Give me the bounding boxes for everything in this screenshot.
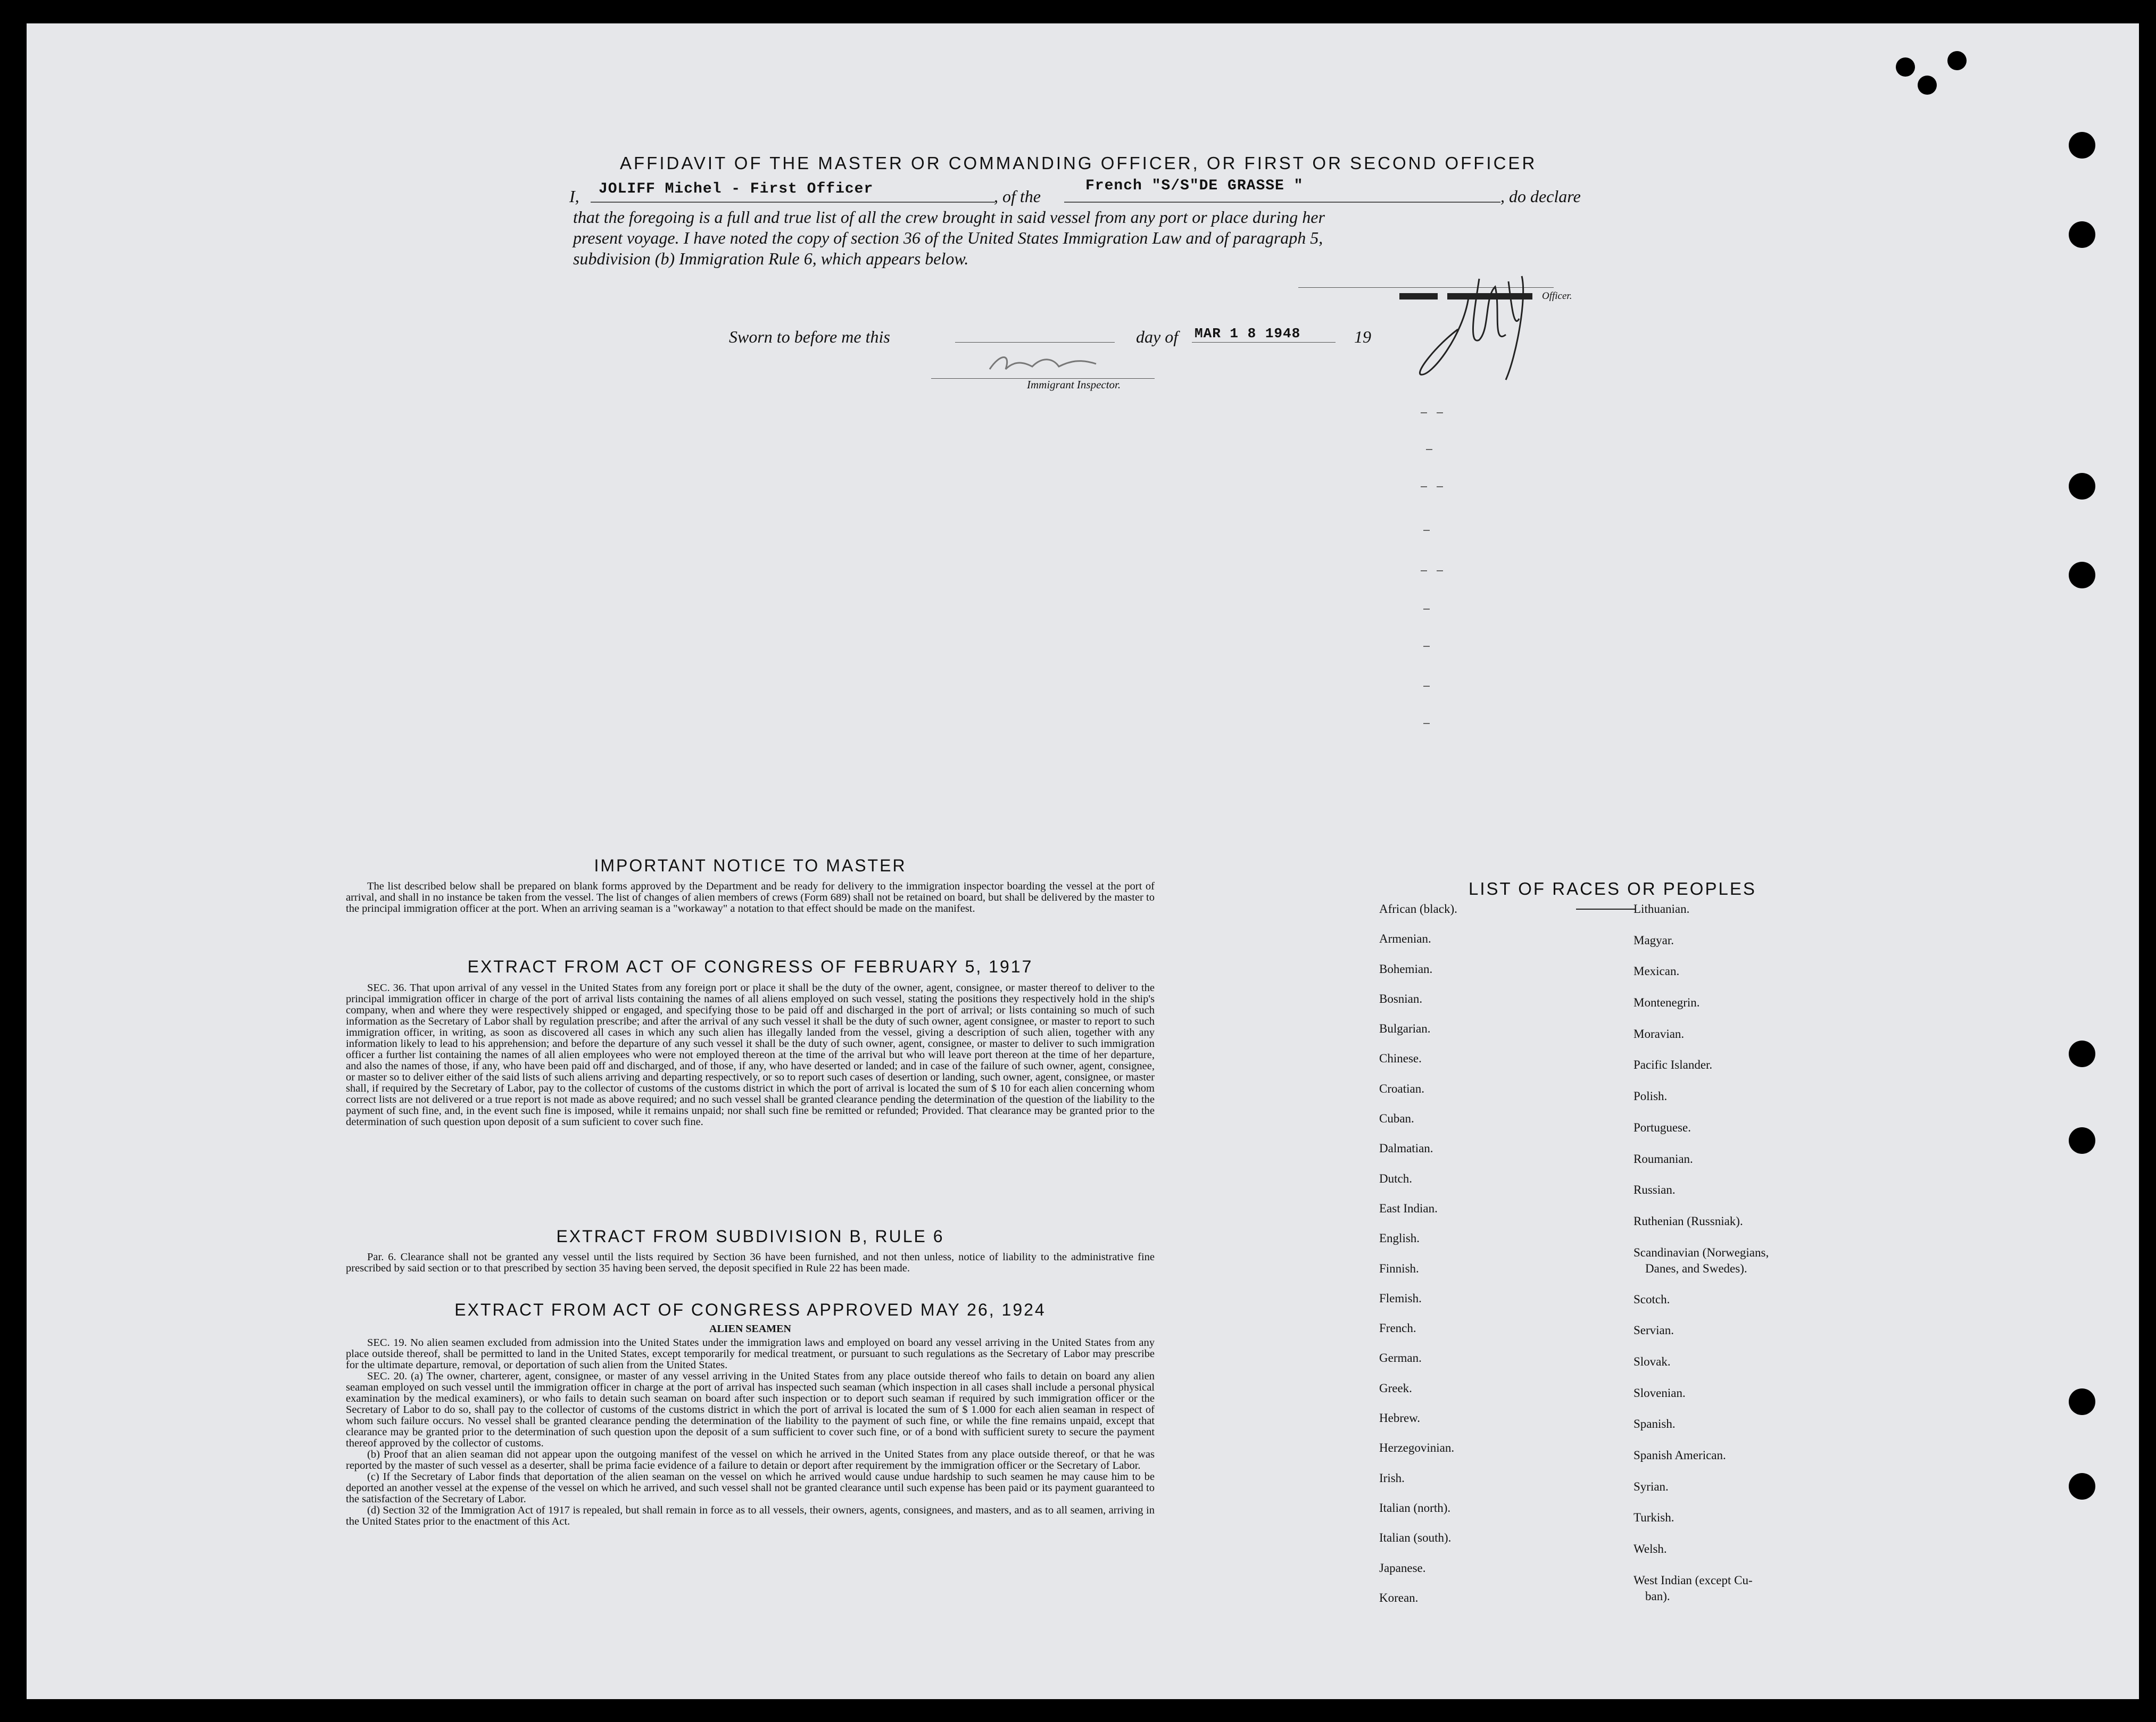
race-item: Dalmatian. xyxy=(1379,1142,1433,1155)
race-item: French. xyxy=(1379,1321,1416,1335)
race-item: West Indian (except Cu- xyxy=(1633,1573,1753,1587)
punch-hole xyxy=(2069,1473,2095,1500)
sec-19-paragraph: SEC. 19. No alien seamen excluded from admission into the United States under the immigration laws and employed on board any vessel arriving in the United States from any place outside thereof, shall be permitted to land in the United States, except temporarily for medical treatment, or pursuant to such regulations as the Secretary of Labor may prescribe for the ultimate departure, removal, or deportation of such alien from the United States. xyxy=(346,1337,1155,1371)
race-item: Welsh. xyxy=(1633,1542,1667,1556)
document-page xyxy=(27,23,2139,1699)
race-item: Cuban. xyxy=(1379,1112,1414,1126)
sec-20a-paragraph: SEC. 20. (a) The owner, charterer, agent, consignee, or master of any vessel arriving in the United States from any place outside thereof who fails to detain on board any alien seaman employed on such vessel until the immigration officer in charge at the port of arrival has inspected such seaman (which inspection in all cases shall include a personal physical examination by the medical examiners), or who fails to detain such seaman on board after such inspection or to deport such seaman if required by such immigration officer or the Secretary of Labor to do so, shall pay to the collector of customs of the customs district in which the port of arrival is located the sum of $ 1.000 for each alien seaman in respect of whom such failure occurs. No vessel shall be granted clearance pending the determination of the liability to the payment of such fine, or while the fine remains unpaid, except that clearance may be granted prior to the determination of such question upon the deposit of a sum sufficient to cover such fine, or of a bond with sufficient surety to secure the payment thereof approved by the collector of customs. xyxy=(346,1370,1155,1449)
officer-signature xyxy=(1399,265,1591,396)
sec-20b-paragraph: (b) Proof that an alien seaman did not appear upon the outgoing manifest of the vessel on which he arrived in the United States from any place outside thereof, or that he was reported by the master of such vessel as a deserter, shall be prima facie evidence of a failure to detain or deport after requirement by the immigration officer or the Secretary of Labor. xyxy=(346,1449,1155,1471)
punch-hole xyxy=(2069,132,2095,159)
race-item-continued: ban). xyxy=(1645,1589,1670,1603)
inspector-caption: Immigrant Inspector. xyxy=(1027,378,1121,391)
race-item: Russian. xyxy=(1633,1183,1676,1197)
race-item: African (black). xyxy=(1379,902,1457,916)
punch-hole xyxy=(1918,76,1937,95)
race-item: Croatian. xyxy=(1379,1082,1424,1095)
vessel-name-field: French "S/S"DE GRASSE " xyxy=(1085,178,1304,194)
punch-hole xyxy=(2069,1127,2095,1154)
race-item: Herzegovinian. xyxy=(1379,1441,1455,1455)
dash-mark xyxy=(1421,570,1427,571)
extract-1917-body xyxy=(346,983,1155,1128)
race-item: Bulgarian. xyxy=(1379,1022,1431,1036)
race-item: Bosnian. xyxy=(1379,992,1423,1005)
sec-20c-paragraph: (c) If the Secretary of Labor finds that deportation of the alien seaman on the vessel on which he arrived would cause undue hardship to such seamen he may cause him to be deported an another vessel at the expense of the vessel on which he arrived, and such vessel shall not be granted clearance until such expense has been paid or its payment guaranteed to the satisfaction of the Secretary of Labor. xyxy=(346,1471,1155,1505)
race-item: East Indian. xyxy=(1379,1201,1438,1215)
vessel-name-rule xyxy=(1064,202,1500,203)
race-item: Servian. xyxy=(1633,1324,1674,1337)
extract-1924-heading: EXTRACT FROM ACT OF CONGRESS APPROVED MAY 26, 1924 xyxy=(454,1300,1046,1319)
affidavit-line-4: subdivision (b) Immigration Rule 6, which appears below. xyxy=(573,249,969,268)
day-of-text: day of xyxy=(1136,327,1179,346)
race-item: Lithuanian. xyxy=(1633,902,1690,916)
extract-rule6-paragraph: Par. 6. Clearance shall not be granted any vessel until the lists required by Section 36 have been furnished, and not then unless, notice of liability to the administrative fine prescribed by said section or to that prescribed by section 35 having been served, the deposit specified in Rule 22 has been made. xyxy=(346,1251,1155,1274)
races-column-1 xyxy=(1379,902,1457,1621)
year-prefix: 19 xyxy=(1354,327,1371,346)
affidavit-line-3: present voyage. I have noted the copy of section 36 of the United States Immigration Law and of paragraph 5, xyxy=(573,228,1323,247)
dash-mark xyxy=(1423,646,1430,647)
punch-hole xyxy=(1947,51,1967,70)
notice-heading: IMPORTANT NOTICE TO MASTER xyxy=(594,856,907,875)
dash-mark xyxy=(1426,449,1432,450)
race-item: Chinese. xyxy=(1379,1052,1422,1066)
affidavit-line-2: that the foregoing is a full and true list of all the crew brought in said vessel from any port or place during her xyxy=(573,207,1325,227)
race-item: Montenegrin. xyxy=(1633,996,1700,1010)
race-item: English. xyxy=(1379,1232,1420,1245)
notice-body xyxy=(346,881,1155,914)
affidavit-title: AFFIDAVIT OF THE MASTER OR COMMANDING OFFICER, OR FIRST OR SECOND OFFICER xyxy=(620,153,1537,173)
punch-hole xyxy=(2069,221,2095,248)
race-item: Spanish American. xyxy=(1633,1449,1726,1462)
dash-mark xyxy=(1423,609,1430,610)
dash-mark xyxy=(1437,412,1443,413)
dash-mark xyxy=(1423,686,1430,687)
dash-mark xyxy=(1421,412,1427,413)
race-item: Flemish. xyxy=(1379,1291,1422,1305)
punch-hole xyxy=(1896,57,1915,77)
race-item: Roumanian. xyxy=(1633,1152,1693,1166)
race-item: Greek. xyxy=(1379,1381,1412,1395)
extract-rule6-heading: EXTRACT FROM SUBDIVISION B, RULE 6 xyxy=(556,1227,944,1246)
race-item: Hebrew. xyxy=(1379,1411,1421,1425)
race-item: German. xyxy=(1379,1351,1422,1365)
officer-name-rule xyxy=(591,202,995,203)
race-item: Magyar. xyxy=(1633,933,1674,947)
extract-rule6-body xyxy=(346,1252,1155,1274)
punch-hole xyxy=(2069,1041,2095,1067)
extract-1924-body xyxy=(346,1337,1155,1527)
inspector-signature xyxy=(984,348,1101,382)
sec-20d-paragraph: (d) Section 32 of the Immigration Act of 1917 is repealed, but shall remain in force as to all vessels, their owners, agents, consignees, and masters, and as to all seamen, arriving in the United States prior to the enactment of this Act. xyxy=(346,1504,1155,1527)
dash-mark xyxy=(1437,486,1443,487)
race-item: Scotch. xyxy=(1633,1292,1670,1306)
race-item: Japanese. xyxy=(1379,1561,1426,1575)
race-item: Slovak. xyxy=(1633,1354,1671,1368)
extract-1917-paragraph: SEC. 36. That upon arrival of any vessel in the United States from any foreign port or place it shall be the duty of the owner, agent, consignee, or master thereof to deliver to the principal immigration officer in charge of the port of arrival lists containing the names of all aliens employed on such vessel, stating the positions they respectively hold in the ship's company, when and where they were respectively shipped or engaged, and specifying those to be paid off and discharged in the port of arrival; or lists containing so much of such information as the Secretary of Labor shall by regulation prescribe; and after the arrival of any such vessel it shall be the duty of such owner, agent consignee, or master to report to such immigration officer, in writing, as soon as discovered all cases in which any such alien has illegally landed from the vessel, giving a description of such alien, together with any information likely to lead to his apprehension; and before the departure of any such vessel it shall be the duty of such owner, agent, consignee, or master to deliver to such immigration officer a further list containing the names of all alien employees who were not employed thereon at the time of the arrival but who will leave port thereon at the time of her departure, and also the names of those, if any, who have been paid off and discharged, and of those, if any, who have deserted or landed; and in case of the failure of such owner, agent, consignee, or master so to deliver either of the said lists of such aliens arriving and departing respectively, or so to report such cases of desertion or landing, such owner, agent, consignee, or master shall, if required by the Secretary of Labor, pay to the collector of customs of the customs district in which the port of arrival is located the sum of $ 10 for each alien concerning whom correct lists are not delivered or a true report is not made as above required; and no such vessel shall be granted clearance pending the determination of the question of the liability to the payment of such fine, and, in the event such fine is imposed, while it remains unpaid; nor shall such fine be remitted or refunded; Provided. That clearance may be granted prior to the determination of such question upon deposit of a sum suficient to cover such fine. xyxy=(346,982,1155,1128)
race-item: Italian (south). xyxy=(1379,1531,1452,1545)
race-item: Spanish. xyxy=(1633,1417,1676,1431)
race-item: Bohemian. xyxy=(1379,962,1433,976)
race-item: Scandinavian (Norwegians, xyxy=(1633,1245,1769,1259)
date-stamp: MAR 1 8 1948 xyxy=(1195,326,1301,342)
race-item: Polish. xyxy=(1633,1089,1668,1103)
punch-hole xyxy=(2069,562,2095,588)
race-item: Korean. xyxy=(1379,1591,1419,1604)
race-item: Syrian. xyxy=(1633,1479,1669,1493)
dash-mark xyxy=(1423,530,1430,531)
race-item: Turkish. xyxy=(1633,1511,1674,1525)
race-item: Finnish. xyxy=(1379,1261,1419,1275)
dash-mark xyxy=(1421,486,1427,487)
affidavit-i: I, xyxy=(569,187,579,206)
race-item: Mexican. xyxy=(1633,964,1680,978)
sworn-day-rule xyxy=(955,342,1115,343)
punch-hole xyxy=(2069,473,2095,500)
officer-caption: Officer. xyxy=(1542,290,1572,302)
race-item-continued: Danes, and Swedes). xyxy=(1645,1261,1747,1275)
race-item: Ruthenian (Russniak). xyxy=(1633,1214,1743,1228)
punch-hole xyxy=(2069,1388,2095,1415)
dash-mark xyxy=(1437,570,1443,571)
do-declare-text: , do declare xyxy=(1500,187,1581,206)
races-column-2 xyxy=(1633,902,1769,1605)
extract-1917-heading: EXTRACT FROM ACT OF CONGRESS OF FEBRUARY 5, 1917 xyxy=(467,957,1033,976)
notice-paragraph: The list described below shall be prepared on blank forms approved by the Department and be ready for delivery to the immigration inspector boarding the vessel at the port of arrival, and shall in no instance be taken from the vessel. The list of changes of alien members of crews (Form 689) shall not be retained on board, but shall be delivered by the master to the principal immigration officer at the port. When an arriving seaman is a "workaway" a notation to that effect should be made on the manifest. xyxy=(346,880,1155,914)
race-item: Armenian. xyxy=(1379,932,1431,946)
of-the-text: , of the xyxy=(994,187,1041,206)
race-item: Slovenian. xyxy=(1633,1386,1686,1400)
race-item: Moravian. xyxy=(1633,1027,1685,1041)
sworn-text: Sworn to before me this xyxy=(729,327,890,346)
races-title-underline xyxy=(1576,909,1636,910)
officer-name-field: JOLIFF Michel - First Officer xyxy=(599,181,874,197)
race-item: Dutch. xyxy=(1379,1171,1412,1185)
race-item: Italian (north). xyxy=(1379,1501,1451,1515)
race-item: Portuguese. xyxy=(1633,1120,1691,1134)
dash-mark xyxy=(1423,723,1430,724)
races-title: LIST OF RACES OR PEOPLES xyxy=(1469,879,1756,899)
alien-seamen-subheading: ALIEN SEAMEN xyxy=(709,1323,791,1335)
race-item: Pacific Islander. xyxy=(1633,1058,1713,1072)
date-rule xyxy=(1192,342,1336,343)
race-item: Irish. xyxy=(1379,1471,1405,1485)
